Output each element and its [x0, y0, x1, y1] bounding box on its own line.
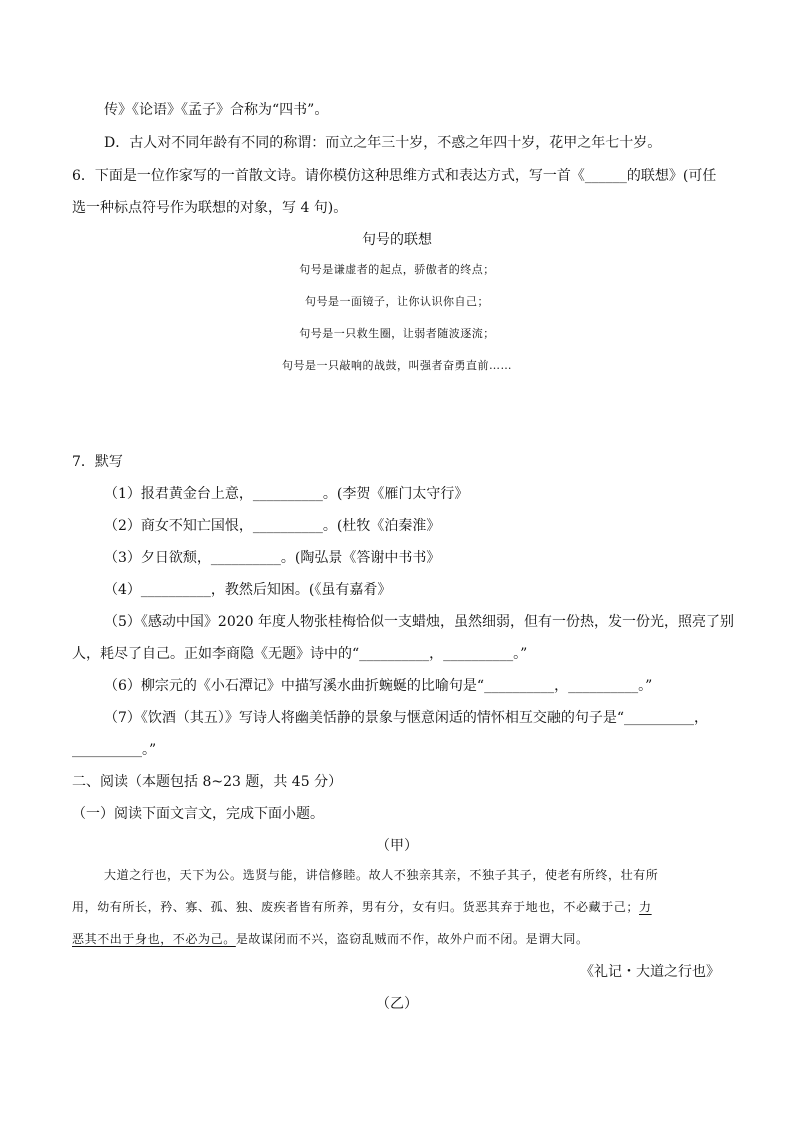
q7-item-5-line2: 人，耗尽了自己。正如李商隐《无题》诗中的“__________，__________。” [72, 646, 528, 662]
section2-sub1: （一）阅读下面文言文，完成下面小题。 [72, 806, 324, 822]
q6-prompt-line1: 6．下面是一位作家写的一首散文诗。请你模仿这种思维方式和表达方式，写一首《______的联想》(可任 [72, 168, 717, 184]
classical-line-3-main: 是故谋闭而不兴，盗窃乱贼而不作，故外户而不闭。是谓大同。 [235, 932, 589, 946]
poem-line-1: 句号是谦虚者的起点，骄傲者的终点； [299, 263, 495, 276]
poem-line-4: 句号是一只敲响的战鼓，叫强者奋勇直前…… [282, 359, 512, 372]
poem-title: 句号的联想 [362, 232, 432, 248]
poem-line-2: 句号是一面镜子，让你认识你自己； [305, 295, 489, 308]
classical-line-3-underlined: 恶其不出于身也，不必为己。 [72, 932, 236, 946]
q7-item-7-line1: （7）《饮酒（其五）》写诗人将幽美恬静的景象与惬意闲适的情怀相互交融的句子是“__________， [104, 710, 709, 726]
q7-item-6: （6）柳宗元的《小石潭记》中描写溪水曲折蜿蜒的比喻句是“__________，__________。” [104, 678, 653, 694]
q7-item-7-line2: __________。” [72, 742, 157, 758]
classical-line-2-main: 用，幼有所长，矜、寡、孤、独、废疾者皆有所养，男有分，女有归。货恶其弃于地也，不必藏于己； [72, 900, 640, 914]
q7-item-4: （4）__________，教然后知困。(《虽有嘉肴》 [104, 582, 392, 598]
jia-label: （甲） [376, 838, 418, 854]
yi-label: （乙） [376, 996, 418, 1012]
q5-option-d: D．古人对不同年龄有不同的称谓：而立之年三十岁，不惑之年四十岁，花甲之年七十岁。 [104, 135, 662, 151]
q6-prompt-line2: 选一种标点符号作为联想的对象，写 4 句)。 [72, 200, 348, 216]
classical-line-2-underlined: 力 [639, 900, 652, 914]
poem-line-3: 句号是一只救生圈，让弱者随波逐流； [299, 327, 495, 340]
q7-item-1: （1）报君黄金台上意，__________。(李贺《雁门太守行》 [104, 486, 469, 502]
classical-line-2 [72, 898, 794, 916]
classical-line-1: 大道之行也，天下为公。选贤与能，讲信修睦。故人不独亲其亲，不独子其子，使老有所终，壮有所 [104, 868, 659, 882]
q7-item-3: （3）夕日欲颓，__________。(陶弘景《答谢中书书》 [104, 550, 441, 566]
classical-line-3 [72, 930, 794, 948]
q5-option-c-tail: 传》《论语》《孟子》合称为“四书”。 [104, 102, 329, 118]
q7-item-5-line1: （5）《感动中国》2020 年度人物张桂梅恰似一支蜡烛，虽然细弱，但有一份热，发一份光，照亮了别 [104, 614, 734, 630]
section2-title: 二、阅读（本题包括 8~23 题，共 45 分） [72, 774, 343, 790]
source-citation: 《礼记・大道之行也》 [580, 964, 720, 980]
q7-item-2: （2）商女不知亡国恨，__________。(杜牧《泊秦淮》 [104, 518, 441, 534]
q7-title: 7．默写 [72, 454, 123, 470]
